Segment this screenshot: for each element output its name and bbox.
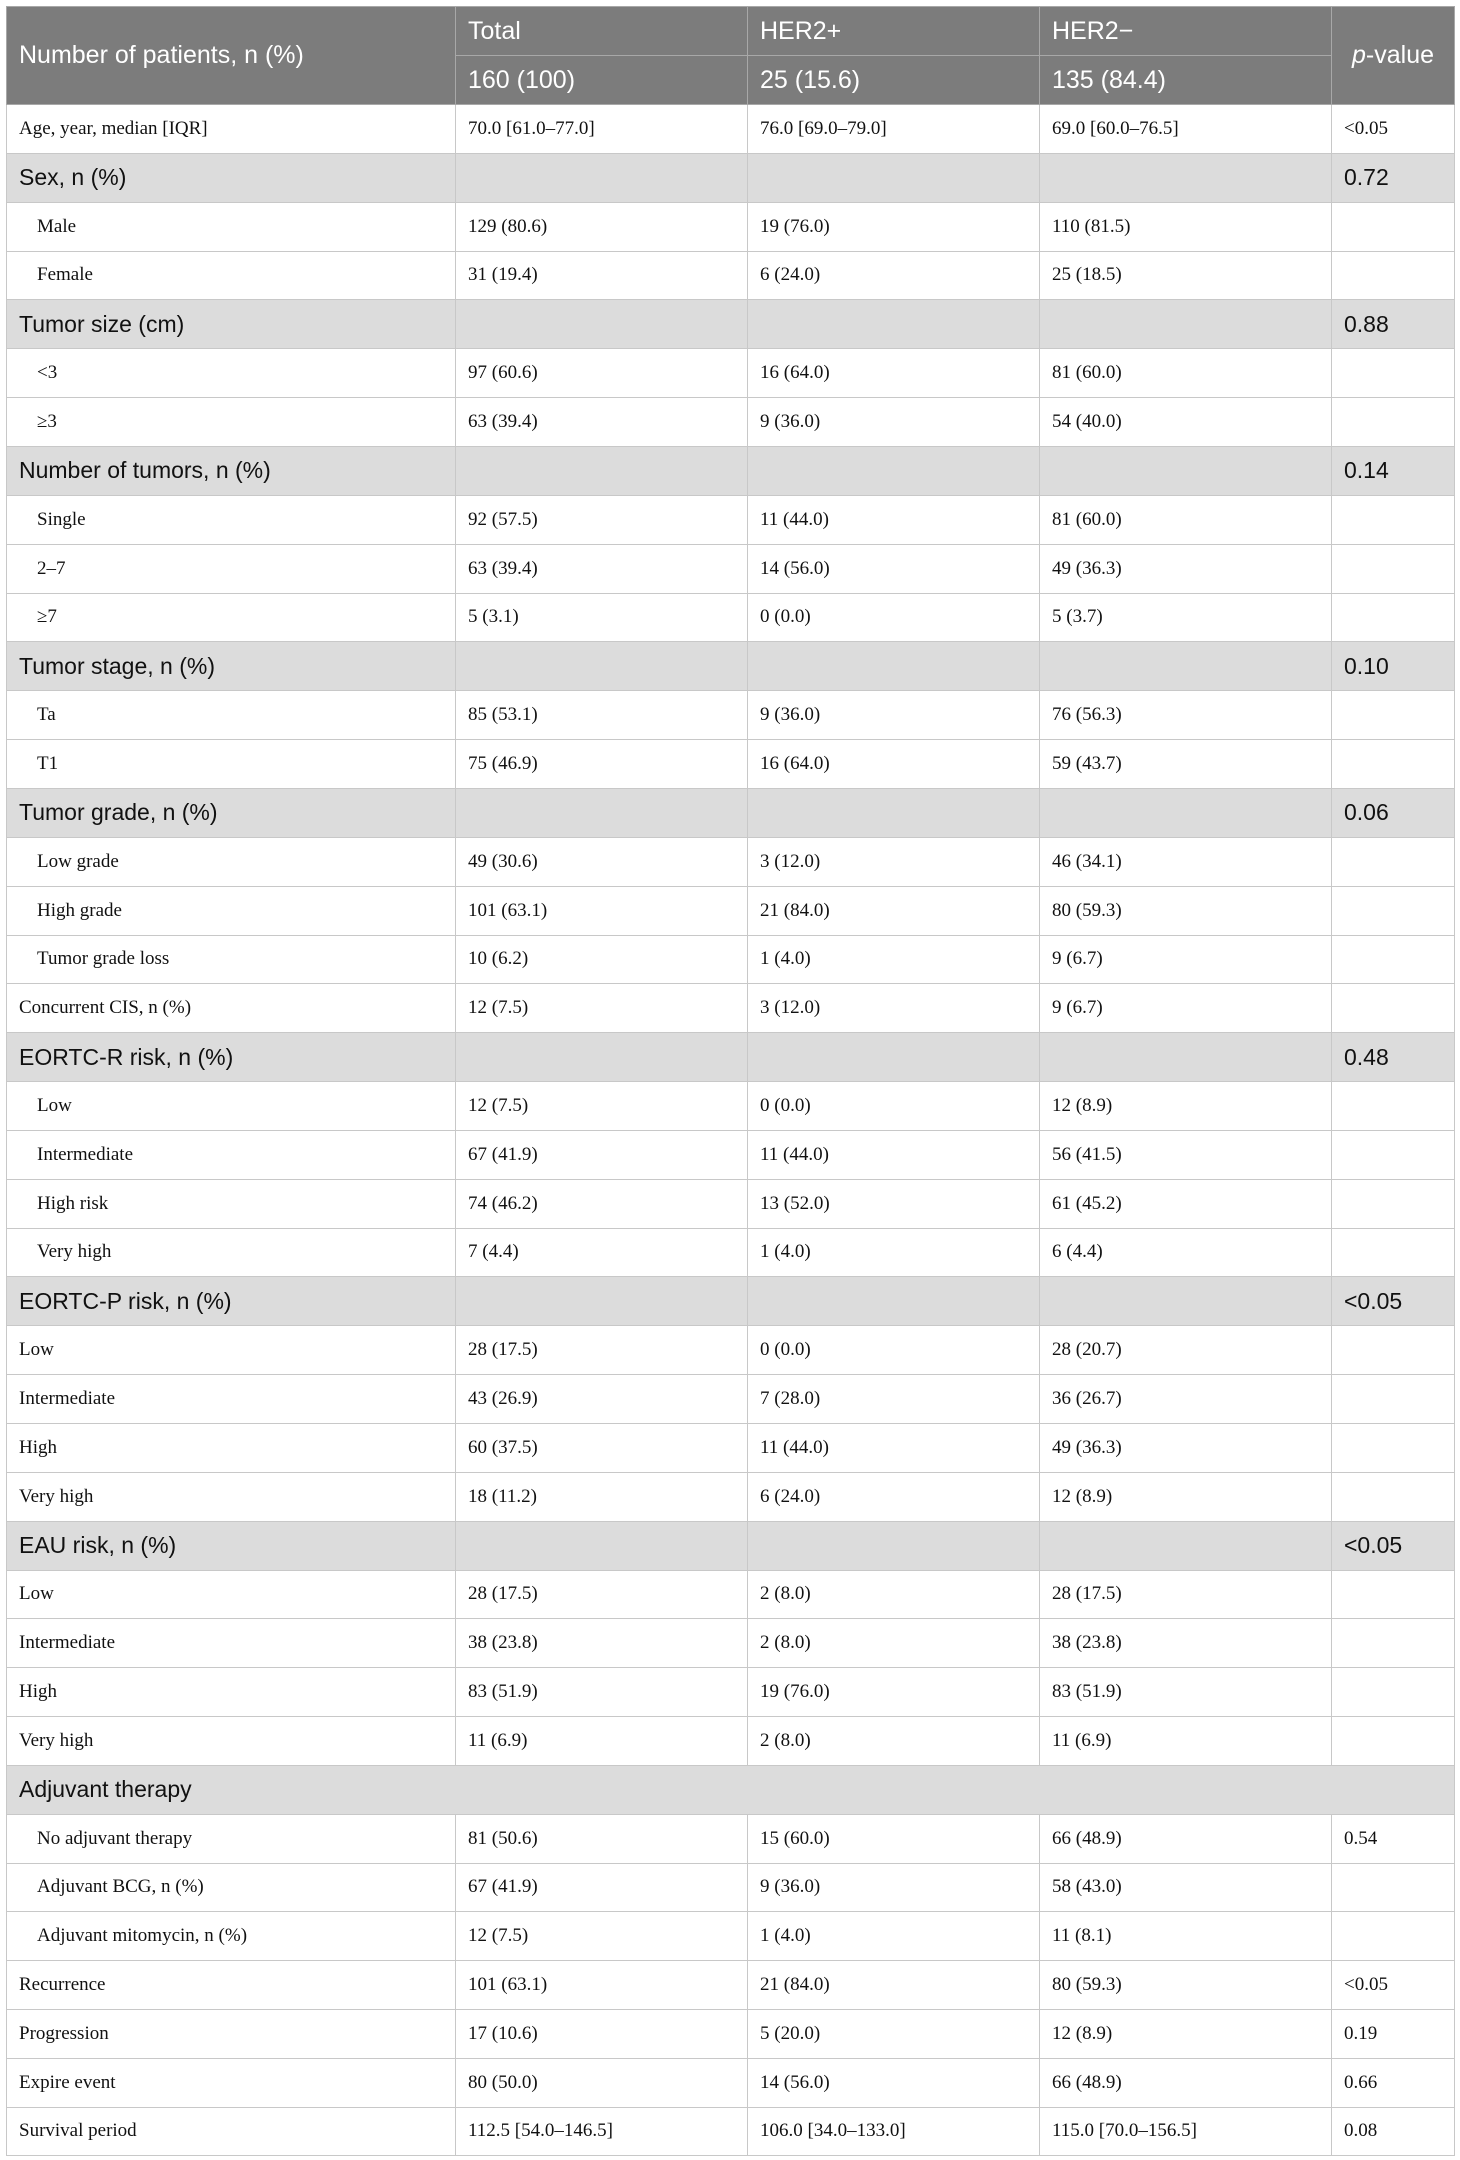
row-label: ≥7 bbox=[7, 593, 456, 642]
group-pvalue: 0.48 bbox=[1332, 1033, 1455, 1082]
her2-positive-value: 11 (44.0) bbox=[748, 1423, 1040, 1472]
total-value: 83 (51.9) bbox=[456, 1668, 748, 1717]
row-label: Recurrence bbox=[7, 1961, 456, 2010]
pvalue bbox=[1332, 593, 1455, 642]
her2-positive-value: 9 (36.0) bbox=[748, 691, 1040, 740]
her2-positive-value: 1 (4.0) bbox=[748, 1228, 1040, 1277]
her2-negative-value: 12 (8.9) bbox=[1040, 1472, 1332, 1521]
row-label: Adjuvant BCG, n (%) bbox=[7, 1863, 456, 1912]
table-row bbox=[7, 1668, 1455, 1717]
group-header-row bbox=[7, 1033, 1455, 1082]
table-row bbox=[7, 1326, 1455, 1375]
group-label: EORTC-P risk, n (%) bbox=[7, 1277, 456, 1326]
group-empty-cell bbox=[456, 1277, 748, 1326]
pvalue bbox=[1332, 984, 1455, 1033]
her2-negative-value: 59 (43.7) bbox=[1040, 740, 1332, 789]
her2-positive-value: 3 (12.0) bbox=[748, 984, 1040, 1033]
her2-positive-value: 16 (64.0) bbox=[748, 740, 1040, 789]
her2-negative-value: 38 (23.8) bbox=[1040, 1619, 1332, 1668]
her2-positive-value: 3 (12.0) bbox=[748, 837, 1040, 886]
her2-negative-count-header: 135 (84.4) bbox=[1040, 56, 1332, 105]
her2-positive-value: 21 (84.0) bbox=[748, 886, 1040, 935]
her2-negative-value: 56 (41.5) bbox=[1040, 1130, 1332, 1179]
pvalue bbox=[1332, 1423, 1455, 1472]
table-header bbox=[7, 7, 1455, 105]
row-label: Male bbox=[7, 202, 456, 251]
total-value: 70.0 [61.0–77.0] bbox=[456, 105, 748, 154]
total-value: 63 (39.4) bbox=[456, 544, 748, 593]
group-header-row bbox=[7, 446, 1455, 495]
row-label: No adjuvant therapy bbox=[7, 1814, 456, 1863]
her2-positive-value: 21 (84.0) bbox=[748, 1961, 1040, 2010]
her2-negative-value: 9 (6.7) bbox=[1040, 935, 1332, 984]
total-value: 12 (7.5) bbox=[456, 1912, 748, 1961]
pvalue bbox=[1332, 1326, 1455, 1375]
pvalue bbox=[1332, 1716, 1455, 1765]
pvalue bbox=[1332, 1912, 1455, 1961]
row-label: Progression bbox=[7, 2009, 456, 2058]
pvalue bbox=[1332, 1228, 1455, 1277]
her2-positive-value: 7 (28.0) bbox=[748, 1375, 1040, 1424]
group-empty-cell bbox=[748, 642, 1040, 691]
her2-negative-value: 11 (6.9) bbox=[1040, 1716, 1332, 1765]
pvalue bbox=[1332, 495, 1455, 544]
total-value: 67 (41.9) bbox=[456, 1130, 748, 1179]
total-value: 63 (39.4) bbox=[456, 398, 748, 447]
her2-negative-value: 6 (4.4) bbox=[1040, 1228, 1332, 1277]
group-empty-cell bbox=[748, 1033, 1040, 1082]
total-value: 85 (53.1) bbox=[456, 691, 748, 740]
total-value: 60 (37.5) bbox=[456, 1423, 748, 1472]
total-value: 5 (3.1) bbox=[456, 593, 748, 642]
group-pvalue: <0.05 bbox=[1332, 1521, 1455, 1570]
her2-negative-value: 12 (8.9) bbox=[1040, 2009, 1332, 2058]
table-row bbox=[7, 2009, 1455, 2058]
her2-negative-value: 49 (36.3) bbox=[1040, 544, 1332, 593]
table-body bbox=[7, 105, 1455, 2156]
row-label: Intermediate bbox=[7, 1619, 456, 1668]
her2-negative-value: 81 (60.0) bbox=[1040, 349, 1332, 398]
group-label: EORTC-R risk, n (%) bbox=[7, 1033, 456, 1082]
row-label: High grade bbox=[7, 886, 456, 935]
table-row bbox=[7, 1716, 1455, 1765]
group-header-row bbox=[7, 642, 1455, 691]
row-label: Tumor grade loss bbox=[7, 935, 456, 984]
pvalue bbox=[1332, 1375, 1455, 1424]
group-empty-cell bbox=[1040, 1277, 1332, 1326]
her2-negative-value: 12 (8.9) bbox=[1040, 1082, 1332, 1131]
her2-negative-value: 28 (17.5) bbox=[1040, 1570, 1332, 1619]
her2-negative-value: 76 (56.3) bbox=[1040, 691, 1332, 740]
table-row bbox=[7, 1912, 1455, 1961]
group-empty-cell bbox=[456, 788, 748, 837]
total-value: 75 (46.9) bbox=[456, 740, 748, 789]
pvalue bbox=[1332, 1179, 1455, 1228]
table-row bbox=[7, 1228, 1455, 1277]
row-label: Ta bbox=[7, 691, 456, 740]
row-label: Intermediate bbox=[7, 1375, 456, 1424]
total-value: 81 (50.6) bbox=[456, 1814, 748, 1863]
pvalue: 0.19 bbox=[1332, 2009, 1455, 2058]
her2-positive-value: 1 (4.0) bbox=[748, 1912, 1040, 1961]
group-header-row bbox=[7, 788, 1455, 837]
pvalue bbox=[1332, 1668, 1455, 1717]
pvalue bbox=[1332, 1619, 1455, 1668]
row-label: Intermediate bbox=[7, 1130, 456, 1179]
row-label: Concurrent CIS, n (%) bbox=[7, 984, 456, 1033]
her2-positive-value: 14 (56.0) bbox=[748, 544, 1040, 593]
row-label: High bbox=[7, 1668, 456, 1717]
total-value: 12 (7.5) bbox=[456, 1082, 748, 1131]
her2-negative-value: 11 (8.1) bbox=[1040, 1912, 1332, 1961]
her2-positive-value: 5 (20.0) bbox=[748, 2009, 1040, 2058]
row-label: Low bbox=[7, 1326, 456, 1375]
table-row bbox=[7, 398, 1455, 447]
row-label: T1 bbox=[7, 740, 456, 789]
group-label: Sex, n (%) bbox=[7, 153, 456, 202]
her2-positive-value: 11 (44.0) bbox=[748, 1130, 1040, 1179]
total-value: 80 (50.0) bbox=[456, 2058, 748, 2107]
table-row bbox=[7, 544, 1455, 593]
total-value: 10 (6.2) bbox=[456, 935, 748, 984]
total-value: 31 (19.4) bbox=[456, 251, 748, 300]
patient-characteristics-table-container bbox=[6, 6, 1454, 2156]
total-value: 11 (6.9) bbox=[456, 1716, 748, 1765]
her2-negative-value: 66 (48.9) bbox=[1040, 1814, 1332, 1863]
table-row bbox=[7, 691, 1455, 740]
table-row bbox=[7, 1082, 1455, 1131]
group-empty-cell bbox=[456, 153, 748, 202]
table-row bbox=[7, 740, 1455, 789]
pvalue bbox=[1332, 886, 1455, 935]
her2-negative-value: 36 (26.7) bbox=[1040, 1375, 1332, 1424]
group-label: Tumor stage, n (%) bbox=[7, 642, 456, 691]
table-row bbox=[7, 202, 1455, 251]
total-count-header: 160 (100) bbox=[456, 56, 748, 105]
group-pvalue: 0.06 bbox=[1332, 788, 1455, 837]
her2-negative-value: 49 (36.3) bbox=[1040, 1423, 1332, 1472]
pvalue bbox=[1332, 202, 1455, 251]
total-value: 28 (17.5) bbox=[456, 1326, 748, 1375]
her2-positive-value: 2 (8.0) bbox=[748, 1619, 1040, 1668]
group-empty-cell bbox=[748, 300, 1040, 349]
total-value: 101 (63.1) bbox=[456, 886, 748, 935]
her2-positive-value: 19 (76.0) bbox=[748, 202, 1040, 251]
her2-positive-value: 6 (24.0) bbox=[748, 1472, 1040, 1521]
table-row bbox=[7, 2058, 1455, 2107]
pvalue bbox=[1332, 691, 1455, 740]
group-pvalue: 0.10 bbox=[1332, 642, 1455, 691]
pvalue: 0.08 bbox=[1332, 2107, 1455, 2156]
group-empty-cell bbox=[456, 446, 748, 495]
table-row bbox=[7, 935, 1455, 984]
group-empty-cell bbox=[1040, 788, 1332, 837]
pvalue bbox=[1332, 1570, 1455, 1619]
her2-positive-value: 15 (60.0) bbox=[748, 1814, 1040, 1863]
group-label: EAU risk, n (%) bbox=[7, 1521, 456, 1570]
group-pvalue: 0.14 bbox=[1332, 446, 1455, 495]
her2-negative-column-header: HER2− bbox=[1040, 7, 1332, 56]
total-value: 129 (80.6) bbox=[456, 202, 748, 251]
pvalue bbox=[1332, 349, 1455, 398]
group-pvalue: 0.88 bbox=[1332, 300, 1455, 349]
total-column-header: Total bbox=[456, 7, 748, 56]
her2-positive-value: 0 (0.0) bbox=[748, 1082, 1040, 1131]
pvalue-header-italic: p bbox=[1352, 41, 1366, 69]
her2-positive-value: 14 (56.0) bbox=[748, 2058, 1040, 2107]
her2-positive-value: 76.0 [69.0–79.0] bbox=[748, 105, 1040, 154]
her2-positive-value: 11 (44.0) bbox=[748, 495, 1040, 544]
table-row bbox=[7, 1472, 1455, 1521]
group-label: Number of tumors, n (%) bbox=[7, 446, 456, 495]
pvalue: <0.05 bbox=[1332, 105, 1455, 154]
total-value: 97 (60.6) bbox=[456, 349, 748, 398]
row-label: ≥3 bbox=[7, 398, 456, 447]
group-empty-cell bbox=[1040, 1521, 1332, 1570]
table-row bbox=[7, 1375, 1455, 1424]
group-empty-cell bbox=[748, 1521, 1040, 1570]
pvalue bbox=[1332, 837, 1455, 886]
table-row bbox=[7, 1619, 1455, 1668]
group-label: Tumor size (cm) bbox=[7, 300, 456, 349]
her2-negative-value: 9 (6.7) bbox=[1040, 984, 1332, 1033]
table-row bbox=[7, 1423, 1455, 1472]
row-label: <3 bbox=[7, 349, 456, 398]
her2-negative-value: 80 (59.3) bbox=[1040, 886, 1332, 935]
group-pvalue: <0.05 bbox=[1332, 1277, 1455, 1326]
her2-positive-column-header: HER2+ bbox=[748, 7, 1040, 56]
her2-positive-value: 106.0 [34.0–133.0] bbox=[748, 2107, 1040, 2156]
her2-negative-value: 66 (48.9) bbox=[1040, 2058, 1332, 2107]
group-empty-cell bbox=[748, 788, 1040, 837]
table-row bbox=[7, 251, 1455, 300]
total-value: 12 (7.5) bbox=[456, 984, 748, 1033]
header-row-names bbox=[7, 7, 1455, 56]
her2-positive-value: 0 (0.0) bbox=[748, 1326, 1040, 1375]
group-empty-cell bbox=[1040, 446, 1332, 495]
her2-negative-value: 80 (59.3) bbox=[1040, 1961, 1332, 2010]
row-label: Survival period bbox=[7, 2107, 456, 2156]
pvalue bbox=[1332, 740, 1455, 789]
total-value: 74 (46.2) bbox=[456, 1179, 748, 1228]
group-empty-cell bbox=[456, 1033, 748, 1082]
her2-negative-value: 83 (51.9) bbox=[1040, 1668, 1332, 1717]
pvalue: 0.66 bbox=[1332, 2058, 1455, 2107]
her2-negative-value: 5 (3.7) bbox=[1040, 593, 1332, 642]
her2-positive-value: 2 (8.0) bbox=[748, 1716, 1040, 1765]
her2-positive-value: 1 (4.0) bbox=[748, 935, 1040, 984]
total-value: 28 (17.5) bbox=[456, 1570, 748, 1619]
row-label: Low bbox=[7, 1082, 456, 1131]
her2-negative-value: 58 (43.0) bbox=[1040, 1863, 1332, 1912]
patient-characteristics-table bbox=[6, 6, 1455, 2156]
table-row bbox=[7, 593, 1455, 642]
row-label: Age, year, median [IQR] bbox=[7, 105, 456, 154]
group-empty-cell bbox=[1040, 642, 1332, 691]
total-value: 67 (41.9) bbox=[456, 1863, 748, 1912]
table-row bbox=[7, 1863, 1455, 1912]
pvalue: 0.54 bbox=[1332, 1814, 1455, 1863]
group-empty-cell bbox=[748, 1277, 1040, 1326]
her2-negative-value: 81 (60.0) bbox=[1040, 495, 1332, 544]
table-row bbox=[7, 837, 1455, 886]
her2-negative-value: 110 (81.5) bbox=[1040, 202, 1332, 251]
row-label: Female bbox=[7, 251, 456, 300]
table-row bbox=[7, 1130, 1455, 1179]
pvalue bbox=[1332, 1130, 1455, 1179]
group-empty-cell bbox=[456, 1521, 748, 1570]
group-label: Tumor grade, n (%) bbox=[7, 788, 456, 837]
row-label: Expire event bbox=[7, 2058, 456, 2107]
her2-positive-value: 19 (76.0) bbox=[748, 1668, 1040, 1717]
total-value: 17 (10.6) bbox=[456, 2009, 748, 2058]
her2-positive-value: 2 (8.0) bbox=[748, 1570, 1040, 1619]
row-label: Very high bbox=[7, 1472, 456, 1521]
group-empty-cell bbox=[748, 446, 1040, 495]
her2-positive-value: 13 (52.0) bbox=[748, 1179, 1040, 1228]
table-row bbox=[7, 984, 1455, 1033]
section-label: Adjuvant therapy bbox=[7, 1765, 1455, 1814]
pvalue: <0.05 bbox=[1332, 1961, 1455, 2010]
group-header-row bbox=[7, 1521, 1455, 1570]
her2-negative-value: 61 (45.2) bbox=[1040, 1179, 1332, 1228]
pvalue bbox=[1332, 1863, 1455, 1912]
row-label: Very high bbox=[7, 1716, 456, 1765]
table-row bbox=[7, 349, 1455, 398]
table-row bbox=[7, 886, 1455, 935]
section-header-row bbox=[7, 1765, 1455, 1814]
total-value: 49 (30.6) bbox=[456, 837, 748, 886]
table-row bbox=[7, 2107, 1455, 2156]
row-label: Low grade bbox=[7, 837, 456, 886]
table-row bbox=[7, 105, 1455, 154]
group-empty-cell bbox=[1040, 1033, 1332, 1082]
row-label: Low bbox=[7, 1570, 456, 1619]
row-label-header: Number of patients, n (%) bbox=[7, 7, 456, 105]
group-empty-cell bbox=[1040, 153, 1332, 202]
row-label: High risk bbox=[7, 1179, 456, 1228]
row-label: Very high bbox=[7, 1228, 456, 1277]
total-value: 18 (11.2) bbox=[456, 1472, 748, 1521]
group-empty-cell bbox=[1040, 300, 1332, 349]
table-row bbox=[7, 1570, 1455, 1619]
pvalue bbox=[1332, 935, 1455, 984]
table-row bbox=[7, 1814, 1455, 1863]
group-header-row bbox=[7, 153, 1455, 202]
pvalue-column-header bbox=[1332, 7, 1455, 105]
her2-positive-count-header: 25 (15.6) bbox=[748, 56, 1040, 105]
her2-negative-value: 54 (40.0) bbox=[1040, 398, 1332, 447]
her2-positive-value: 9 (36.0) bbox=[748, 398, 1040, 447]
row-label: Single bbox=[7, 495, 456, 544]
her2-positive-value: 0 (0.0) bbox=[748, 593, 1040, 642]
total-value: 38 (23.8) bbox=[456, 1619, 748, 1668]
group-header-row bbox=[7, 1277, 1455, 1326]
table-row bbox=[7, 495, 1455, 544]
her2-positive-value: 9 (36.0) bbox=[748, 1863, 1040, 1912]
total-value: 112.5 [54.0–146.5] bbox=[456, 2107, 748, 2156]
total-value: 7 (4.4) bbox=[456, 1228, 748, 1277]
row-label: High bbox=[7, 1423, 456, 1472]
pvalue bbox=[1332, 398, 1455, 447]
group-empty-cell bbox=[456, 642, 748, 691]
total-value: 43 (26.9) bbox=[456, 1375, 748, 1424]
her2-positive-value: 6 (24.0) bbox=[748, 251, 1040, 300]
row-label: 2–7 bbox=[7, 544, 456, 593]
pvalue bbox=[1332, 544, 1455, 593]
pvalue bbox=[1332, 1082, 1455, 1131]
her2-negative-value: 28 (20.7) bbox=[1040, 1326, 1332, 1375]
pvalue bbox=[1332, 251, 1455, 300]
total-value: 92 (57.5) bbox=[456, 495, 748, 544]
group-empty-cell bbox=[456, 300, 748, 349]
her2-negative-value: 46 (34.1) bbox=[1040, 837, 1332, 886]
group-header-row bbox=[7, 300, 1455, 349]
group-pvalue: 0.72 bbox=[1332, 153, 1455, 202]
total-value: 101 (63.1) bbox=[456, 1961, 748, 2010]
row-label: Adjuvant mitomycin, n (%) bbox=[7, 1912, 456, 1961]
her2-negative-value: 69.0 [60.0–76.5] bbox=[1040, 105, 1332, 154]
table-row bbox=[7, 1179, 1455, 1228]
her2-negative-value: 25 (18.5) bbox=[1040, 251, 1332, 300]
pvalue bbox=[1332, 1472, 1455, 1521]
group-empty-cell bbox=[748, 153, 1040, 202]
her2-positive-value: 16 (64.0) bbox=[748, 349, 1040, 398]
pvalue-header-rest: -value bbox=[1365, 41, 1434, 69]
her2-negative-value: 115.0 [70.0–156.5] bbox=[1040, 2107, 1332, 2156]
table-row bbox=[7, 1961, 1455, 2010]
